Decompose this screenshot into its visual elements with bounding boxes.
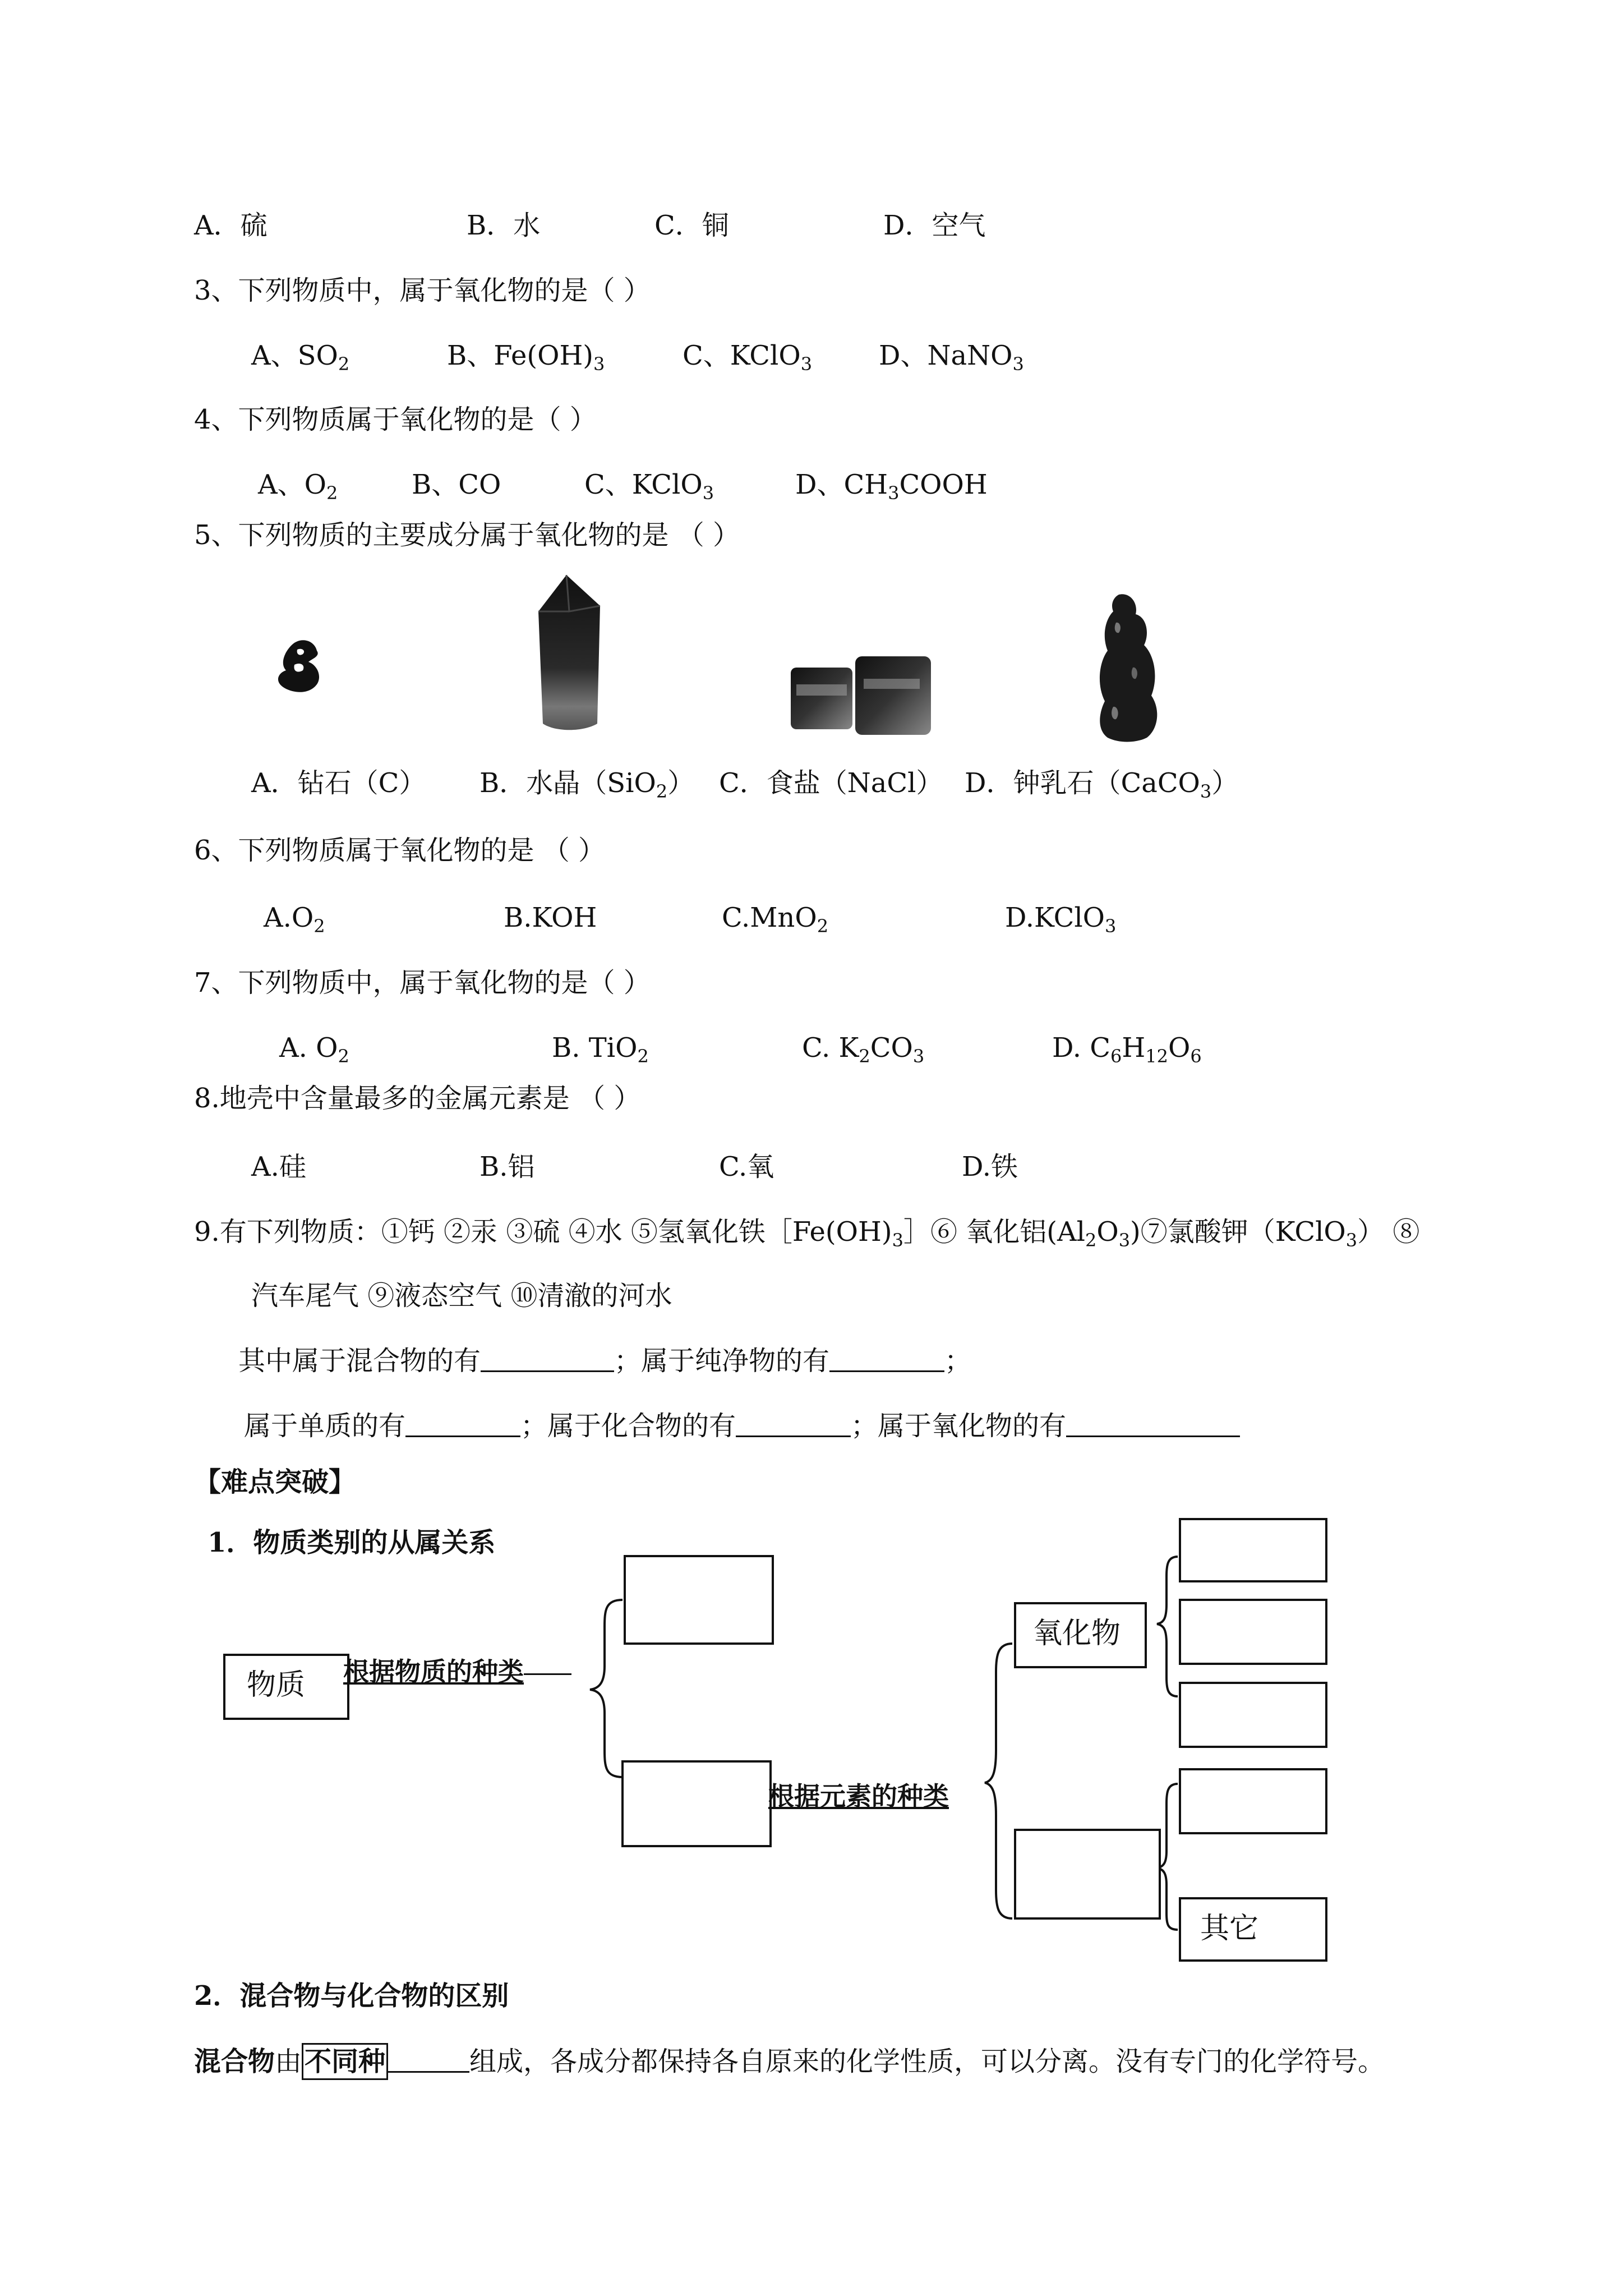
box-mixture[interactable] bbox=[624, 1555, 774, 1645]
q6-stem: 6、下列物质属于氧化物的是 （ ） bbox=[194, 835, 606, 866]
q8-stem: 8.地壳中含量最多的金属元素是 （ ） bbox=[194, 1083, 641, 1114]
mixture-definition: 混合物由 不同种 组成，各成分都保持各自原来的化学性质，可以分离。没有专门的化学符号。 bbox=[194, 2043, 1385, 2080]
q3-option-a: A、$SO_2$ bbox=[251, 340, 350, 375]
q5-option-a: A．钻石（C） bbox=[251, 767, 426, 799]
q4-stem: 4、下列物质属于氧化物的是（ ） bbox=[194, 404, 597, 435]
label-by-substance: 根据物质的种类 bbox=[343, 1655, 571, 1688]
q2-option-a: A．硫 bbox=[194, 210, 268, 241]
box-right-3[interactable] bbox=[1179, 1682, 1327, 1748]
box-right-4[interactable] bbox=[1179, 1768, 1327, 1834]
boxed-term: 不同种 bbox=[302, 2043, 388, 2080]
q7-stem: 7、下列物质中，属于氧化物的是（ ） bbox=[194, 967, 651, 999]
q8-option-b: B.铝 bbox=[479, 1151, 535, 1182]
q5-option-d: D．钟乳石（CaCO$_3$） bbox=[965, 767, 1239, 802]
q6-option-a: $A.O_2$ bbox=[264, 902, 325, 937]
q4-option-d: D、$CH_3COOH$ bbox=[795, 469, 988, 504]
q9-line-1: 9.有下列物质：①钙 ②汞 ③硫 ④水 ⑤氢氧化铁$[Fe(OH)_3]⑥$ 氧化铝$(Al_2O_3)⑦$氯酸钾（KClO$_3$） ⑧ bbox=[194, 1216, 1420, 1251]
answer-blank-mixture-def[interactable] bbox=[388, 2047, 469, 2073]
q4-option-a: A、$O_2$ bbox=[258, 469, 338, 504]
subsection-2-title: 2．混合物与化合物的区别 bbox=[194, 1980, 509, 2012]
q6-option-d: D.KClO$_3$ bbox=[1005, 902, 1117, 937]
box-right-1[interactable] bbox=[1179, 1518, 1327, 1582]
q7-option-a: A. $O_2$ bbox=[279, 1032, 349, 1067]
box-right-2[interactable] bbox=[1179, 1599, 1327, 1665]
q3-option-c: C、KClO$_3$ bbox=[683, 340, 813, 375]
q3-stem: 3、下列物质中，属于氧化物的是（ ） bbox=[194, 275, 651, 306]
q6-option-b: B.KOH bbox=[504, 902, 597, 933]
q4-option-b: B、CO bbox=[412, 469, 501, 500]
q4-option-c: C、KClO$_3$ bbox=[584, 469, 714, 504]
q6-option-c: C.MnO$_2$ bbox=[722, 902, 829, 937]
box-element[interactable] bbox=[1014, 1829, 1161, 1920]
oxide-label: 氧化物 bbox=[1033, 1617, 1121, 1650]
section-title: 【难点突破】 bbox=[194, 1466, 356, 1498]
q8-option-c: C.氧 bbox=[719, 1151, 774, 1182]
q7-option-d: D. $C_6H_{12}O_6$ bbox=[1052, 1032, 1202, 1067]
q7-option-c: C. $K_2CO_3$ bbox=[802, 1032, 925, 1067]
q5-option-c: C．食盐（NaCl） bbox=[719, 767, 943, 799]
q2-option-c: C．铜 bbox=[654, 210, 729, 241]
q9-line-4: 属于单质的有 ；属于化合物的有 ；属于氧化物的有 bbox=[244, 1409, 1240, 1443]
q2-option-b: B．水 bbox=[467, 210, 541, 241]
root-label: 物质 bbox=[247, 1668, 306, 1702]
other-label: 其它 bbox=[1200, 1912, 1259, 1945]
q3-option-b: B、$Fe(OH)_3$ bbox=[447, 340, 605, 375]
label-by-element: 根据元素的种类 bbox=[768, 1781, 949, 1811]
q8-option-a: A.硅 bbox=[251, 1151, 306, 1182]
q5-stem: 5、下列物质的主要成分属于氧化物的是 （ ） bbox=[194, 519, 740, 551]
q2-option-d: D．空气 bbox=[883, 210, 986, 241]
q9-line-3: 其中属于混合物的有 ；属于纯净物的有 ； bbox=[238, 1345, 972, 1377]
q7-option-b: B. TiO$_2$ bbox=[552, 1032, 649, 1067]
q9-line-2: 汽车尾气 ⑨液态空气 ⑩清澈的河水 bbox=[251, 1280, 672, 1312]
q3-option-d: D、NaNO$_3$ bbox=[879, 340, 1024, 375]
box-pure-substance[interactable] bbox=[621, 1760, 772, 1847]
subsection-1-title: 1．物质类别的从属关系 bbox=[208, 1527, 496, 1558]
q5-option-b: B．水晶（SiO$_2$） bbox=[479, 767, 695, 802]
q8-option-d: D.铁 bbox=[962, 1151, 1018, 1182]
